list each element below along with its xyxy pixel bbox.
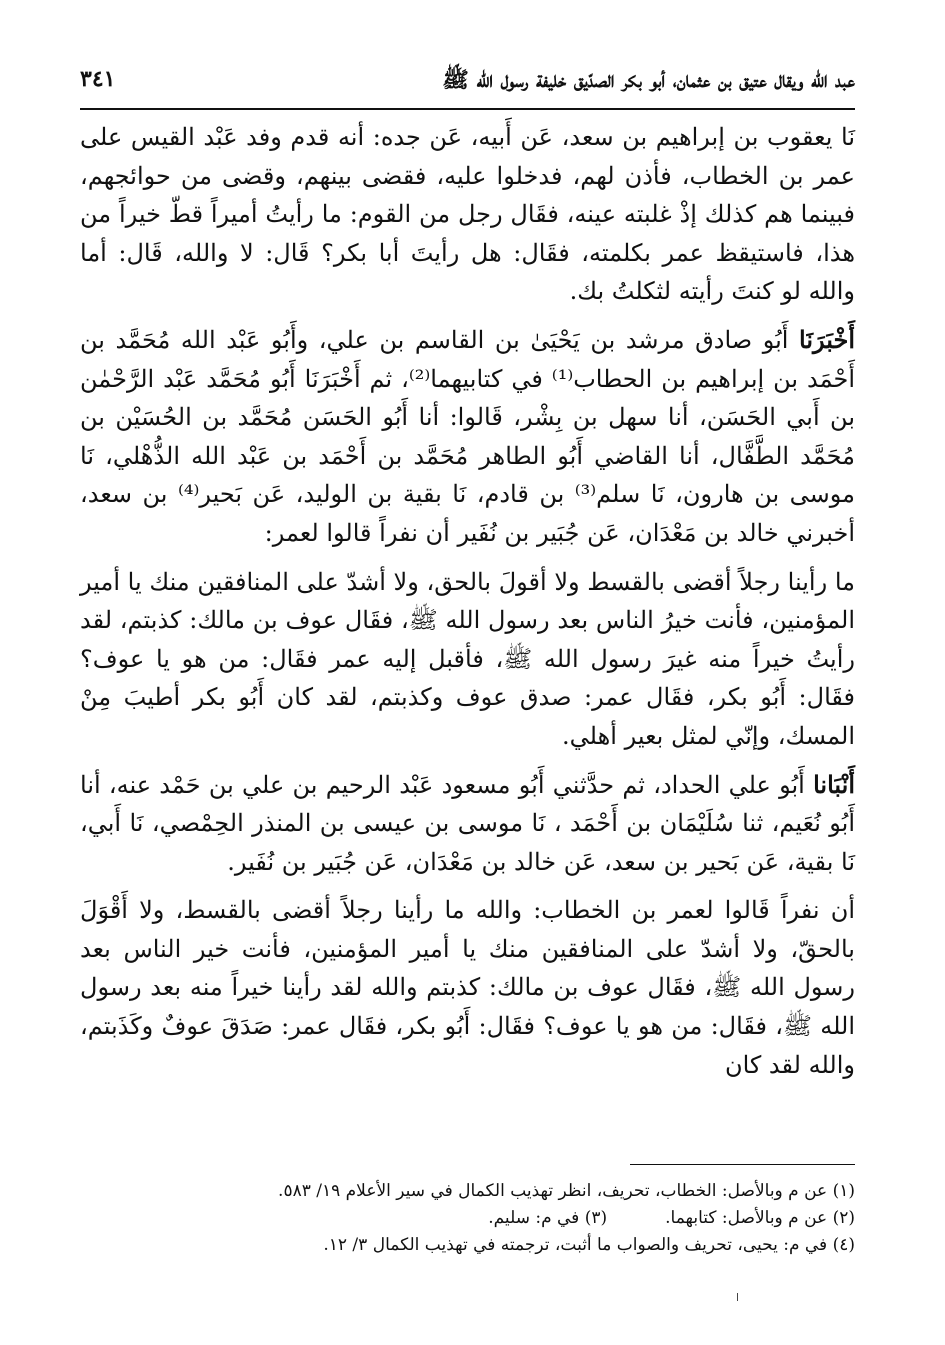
page-header bbox=[80, 60, 855, 106]
footnote-4: (٤) في م: يحيى، تحريف والصواب ما أثبت، ترجمته في تهذيب الكمال ٣/ ١٢. bbox=[323, 1235, 855, 1255]
paragraph-5 bbox=[80, 891, 855, 1084]
running-title: عبد الله ويقال عتيق بن عثمان، أبو بكر الصدّيق خليفة رسول الله ﷺ bbox=[442, 67, 855, 93]
paragraph-3 bbox=[80, 563, 855, 756]
paragraph-lead-word: أَنْبَانا bbox=[813, 769, 855, 799]
paragraph-lead-word: أَخْبَرَنَا bbox=[799, 324, 855, 354]
footnote-row-2-3 bbox=[80, 1205, 855, 1232]
paragraph-2 bbox=[80, 321, 855, 553]
paragraph-text: أَبُو صادق مرشد بن يَحْيَىٰ بن القاسم بن علي، وأَبُو عَبْد الله مُحَمَّد بن أَحْمَد بن إبراهيم بن الحطاب⁽¹⁾ في كتابيهما⁽²⁾، ثم أَخْبَرَنَا أَبُو مُحَمَّد عَبْد الرَّحْمٰن بن أَبي الحَسَن، أنا سهل بن بِشْر، قَالوا: أنا أَبُو الحَسَن مُحَمَّد بن الحُسَيْن بن مُحَمَّد الطَّفَّال، أنا القاضي أَبُو الطاهر مُحَمَّد بن أَحْمَد بن عَبْد الله الذُّهْلي، نَا موسى بن هارون، نَا سلم⁽³⁾ بن قادم، نَا بقية بن الوليد، عَن بَحير⁽⁴⁾ بن سعد، أخبرني خالد بن مَعْدَان، عَن جُبَير بن نُفَير أن نفراً قالوا لعمر: bbox=[80, 325, 856, 547]
paragraph-4 bbox=[80, 766, 855, 882]
footnotes bbox=[80, 1178, 855, 1259]
footnote-separator bbox=[630, 1164, 855, 1165]
page-number: ٣٤١ bbox=[80, 66, 116, 92]
paragraph-text: نَا يعقوب بن إبراهيم بن سعد، عَن أَبيه، عَن جده: أنه قدم وفد عَبْد القيس على عمر بن الخطاب، فأذن لهم، فدخلوا عليه، فقضى بينهم، وقضى من حوائجهم، فبينما هم كذلك إذْ غلبته عينه، فقَال رجل من القوم: ما رأيتُ أميراً قطّ خيراً من هذا، فاستيقظ عمر بكلمته، فقَال: هل رأيتَ أبا بكر؟ قَال: لا والله، قَال: أما والله لو كنتَ رأيته لثكلتُ بك. bbox=[80, 123, 855, 306]
header-rule bbox=[80, 108, 855, 110]
footnote-2: (٢) عن م وبالأصل: كتابهما. bbox=[665, 1208, 855, 1228]
footnote-3: (٣) في م: سليم. bbox=[488, 1208, 608, 1228]
paragraph-text: أَبُو علي الحداد، ثم حدَّثني أَبُو مسعود عَبْد الرحيم بن علي بن حَمْد عنه، أنا أَبُو نُعَيم، ثنا سُلَيْمَان بن أَحْمَد ، نَا موسى بن عيسى بن المنذر الحِمْصي، نَا أَبي، نَا بقية، عَن بَحير بن سعد، عَن خالد بن مَعْدَان، عَن جُبَير بن نُفَير. bbox=[80, 770, 855, 876]
footnote-1: (١) عن م وبالأصل: الخطاب، تحريف، انظر تهذيب الكمال في سير الأعلام ١٩/ ٥٨٣. bbox=[278, 1181, 855, 1201]
page-mark bbox=[737, 1293, 738, 1301]
paragraph-text: أن نفراً قَالوا لعمر بن الخطاب: والله ما رأينا رجلاً أقضى بالقسط، ولا أَقْوَلَ بالحقّ، ولا أشدّ على المنافقين منك يا أمير المؤمنين، فأنت خير الناس بعد رسول الله ﷺ، فقَال عوف بن مالك: كذبتم والله لقد رأينا خيراً منه بعد رسول الله ﷺ، فقَال: من هو يا عوف؟ فقَال: أَبُو بكر، فقَال عمر: صَدَقَ عوفٌ وكَذَبتم، والله لقد كان bbox=[80, 896, 855, 1079]
paragraph-text: ما رأينا رجلاً أقضى بالقسط ولا أقولَ بالحق، ولا أشدّ على المنافقين منك يا أمير المؤمنين، فأنت خيرُ الناس بعد رسول الله ﷺ، فقَال عوف بن مالك: كذبتم، لقد رأيتُ خيراً منه غيرَ رسول الله ﷺ، فأقبل إليه عمر فقَال: من هو يا عوف؟ فقَال: أَبُو بكر، فقَال عمر: صدق عوف وكذبتم، لقد كان أَبُو بكر أطيبَ مِنْ المسك، وإنّي لمثل بعير أهلي. bbox=[80, 567, 855, 750]
paragraph-1 bbox=[80, 118, 855, 311]
body-text bbox=[80, 118, 855, 1084]
